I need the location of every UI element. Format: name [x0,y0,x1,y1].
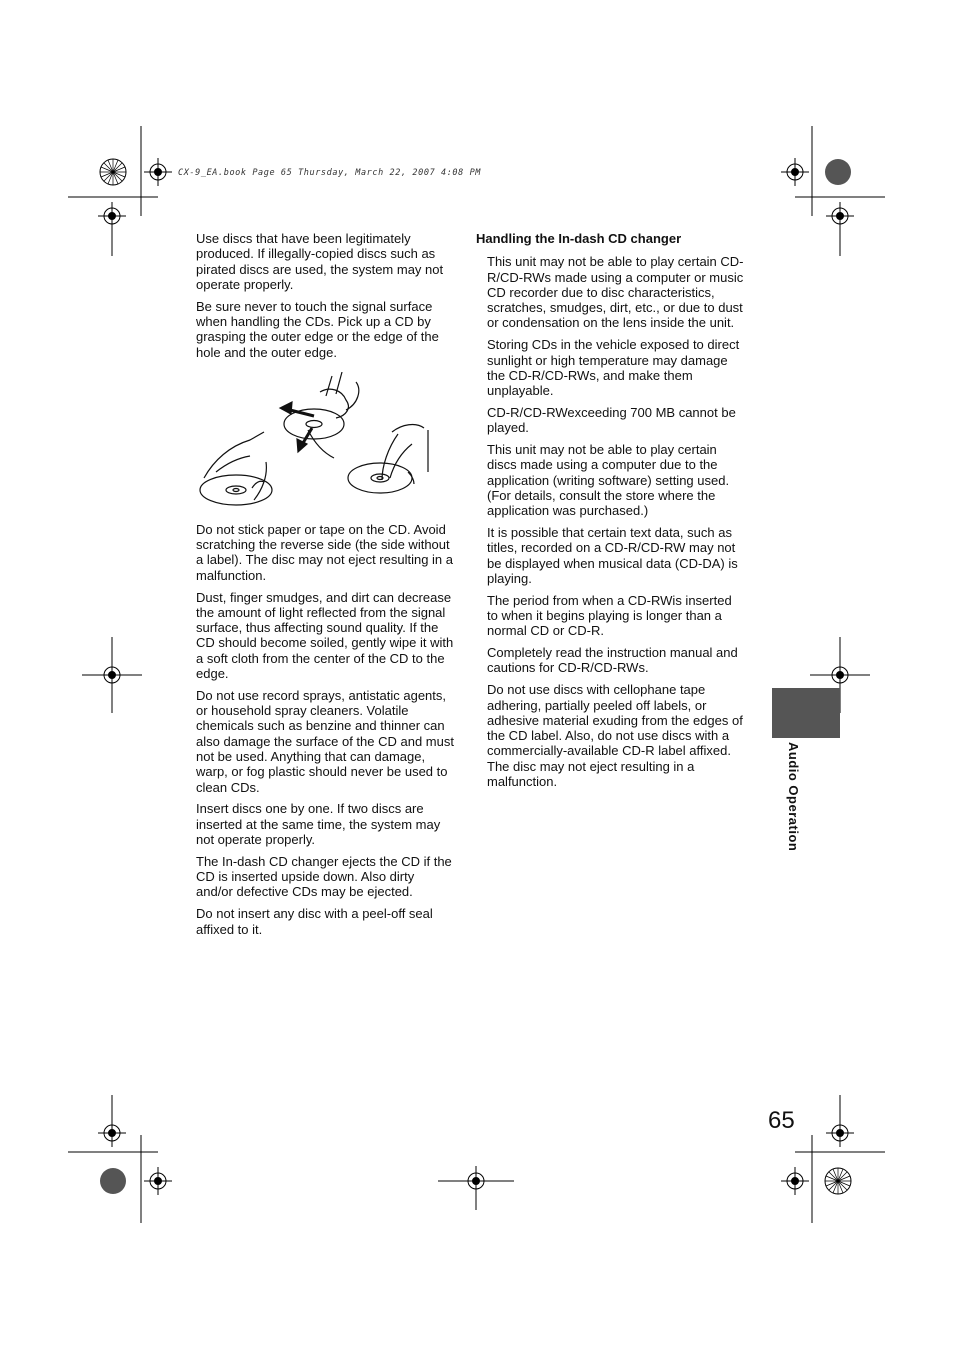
paragraph-insert-one: Insert discs one by one. If two discs are inserted at the same time, the system may not operate properly. [196,801,441,848]
paragraph-paper-tape: Do not stick paper or tape on the CD. Avoid scratching the reverse side (the side without a label). The disc may not eject resulting in a malfunction. [196,521,454,583]
paragraph-record-sprays: Do not use record sprays, antistatic agents, or household spray cleaners. Volatile chemicals such as benzine and thinner can also damage the surface of the CD and must not be used. Anything that can damage, warp, or fog plastic should never be used to clean CDs. [196,687,454,795]
paragraph-writing-software: This unit may not be able to play certain discs made using a computer due to the application (writing software) setting used. (For details, consult the store where the application was purchased.) [487,442,730,519]
paragraph-text-data: It is possible that certain text data, such as titles, recorded on a CD-R/CD-RW may not be displayed when musical data (CD-DA) is playing. [487,525,738,586]
paragraph-cdr-compat: This unit may not be able to play certain CD-R/CD-RWs made using a computer or music CD recorder due to disc characteristics, scratches, smudges, dirt, etc., or due to dust or condensation on the lens inside the unit. [487,254,744,331]
paragraph-700mb: CD-R/CD-RWexceeding 700 MB cannot be played. [487,404,736,436]
paragraph-peel-off-seal: Do not insert any disc with a peel-off seal affixed to it. [196,906,433,937]
section-heading: Handling the In-dash CD changer [476,231,682,246]
section-tab-marker [772,688,840,738]
paragraph-dust-smudges: Dust, finger smudges, and dirt can decrease the amount of light reflected from the signal surface, thus affecting sound quality. If the CD should become soiled, gently wipe it with a soft cloth from the center of the CD to the edge. [196,589,454,682]
right-column-body [476,254,744,789]
right-column [476,231,744,796]
paragraph-read-manual: Completely read the instruction manual and cautions for CD-R/CD-RWs. [487,645,738,676]
section-side-label: Audio Operation [786,742,801,852]
paragraph-upside-down: The In-dash CD changer ejects the CD if the CD is inserted upside down. Also dirty and/or defective CDs may be ejected. [196,853,452,900]
paragraph-touch-surface: Be sure never to touch the signal surface when handling the CDs. Pick up a CD by grasping the outer edge or the edge of the hole and the outer edge. [196,298,439,360]
paragraph-legitimate-discs: Use discs that have been legitimately produced. If illegally-copied discs such as pirated discs are used, the system may not operate properly. [196,231,444,292]
page-number: 65 [768,1107,795,1134]
paragraph-sunlight: Storing CDs in the vehicle exposed to direct sunlight or high temperature may damage the CD-R/CD-RWs, and make them unplayable. [487,337,740,399]
file-header: CX-9_EA.book Page 65 Thursday, March 22, 2007 4:08 PM [178,168,482,178]
paragraph-cellophane: Do not use discs with cellophane tape adhering, partially peeled off labels, or adhesive material exuding from the edges of the CD label. Also, do not use discs with a commercially-available CD-R label affixed. The disc may not eject resulting in a malfunction. [487,682,743,789]
cd-handling-illustration [196,372,444,506]
left-column [196,231,454,943]
paragraph-cdrw-period: The period from when a CD-RWis inserted to when it begins playing is longer than a normal CD or CD-R. [487,592,732,639]
